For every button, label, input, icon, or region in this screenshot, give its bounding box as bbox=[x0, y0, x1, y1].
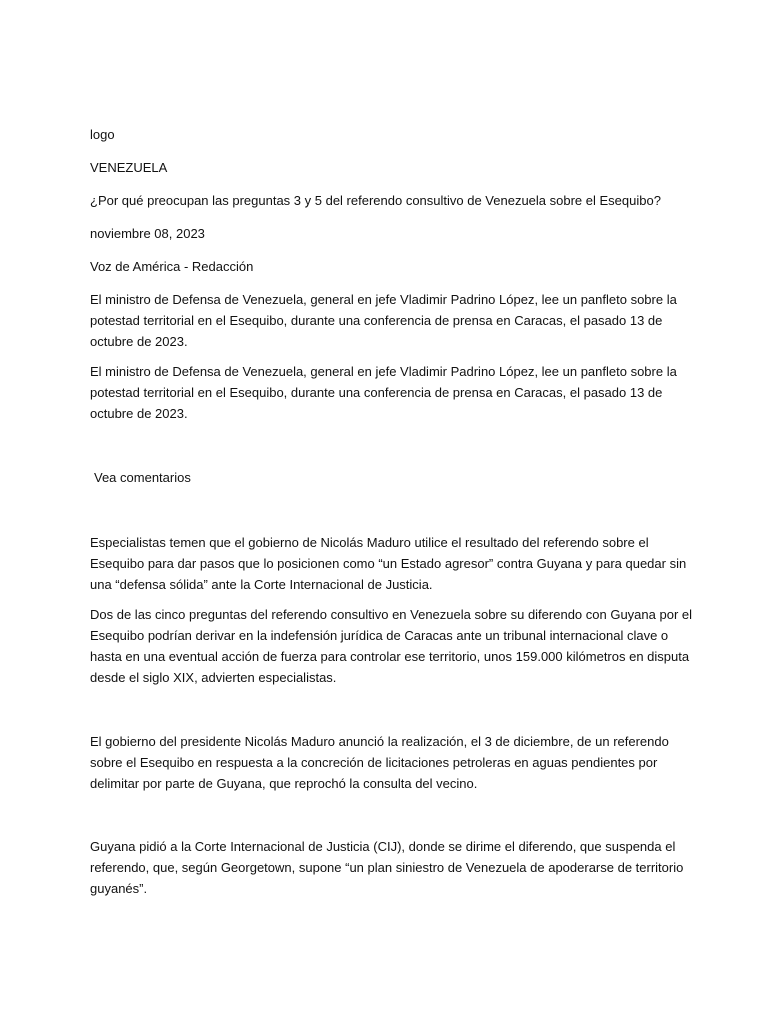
caption-line: El ministro de Defensa de Venezuela, general en jefe Vladimir Padrino López, lee un panfleto sobre la bbox=[90, 292, 677, 307]
body-paragraph bbox=[90, 532, 690, 595]
caption-line: El ministro de Defensa de Venezuela, general en jefe Vladimir Padrino López, lee un panfleto sobre la bbox=[90, 364, 677, 379]
caption-line: octubre de 2023. bbox=[90, 406, 188, 421]
caption-line: potestad territorial en el Esequibo, durante una conferencia de prensa en Caracas, el pasado 13 de bbox=[90, 313, 663, 328]
publish-date: noviembre 08, 2023 bbox=[90, 226, 205, 241]
caption-line: octubre de 2023. bbox=[90, 334, 188, 349]
paragraph-line: hasta en una eventual acción de fuerza para controlar ese territorio, unos 159.000 kilómetros en disputa bbox=[90, 649, 690, 664]
paragraph-line: desde el siglo XIX, advierten especialistas. bbox=[90, 670, 337, 685]
comments-link[interactable]: Vea comentarios bbox=[94, 470, 191, 485]
logo-placeholder: logo bbox=[90, 127, 115, 142]
photo-caption bbox=[90, 289, 690, 352]
section-label: VENEZUELA bbox=[90, 160, 168, 175]
paragraph-line: Esequibo para dar pasos que lo posicionen como “un Estado agresor” contra Guyana y para quedar sin bbox=[90, 556, 687, 571]
caption-line: potestad territorial en el Esequibo, durante una conferencia de prensa en Caracas, el pasado 13 de bbox=[90, 385, 663, 400]
paragraph-line: El gobierno del presidente Nicolás Maduro anunció la realización, el 3 de diciembre, de un referendo bbox=[90, 734, 669, 749]
paragraph-line: Dos de las cinco preguntas del referendo consultivo en Venezuela sobre su diferendo con Guyana por el bbox=[90, 607, 692, 622]
body-paragraph bbox=[90, 836, 690, 899]
paragraph-line: una “defensa sólida” ante la Corte Internacional de Justicia. bbox=[90, 577, 433, 592]
body-paragraph bbox=[90, 731, 690, 794]
photo-caption-repeat bbox=[90, 361, 690, 424]
paragraph-line: Esequibo podrían derivar en la indefensión jurídica de Caracas ante un tribunal internacional clave o bbox=[90, 628, 669, 643]
paragraph-line: referendo, que, según Georgetown, supone “un plan siniestro de Venezuela de apoderarse de territorio bbox=[90, 860, 684, 875]
paragraph-line: sobre el Esequibo en respuesta a la concreción de licitaciones petroleras en aguas pendientes por bbox=[90, 755, 658, 770]
paragraph-line: guyanés”. bbox=[90, 881, 148, 896]
headline: ¿Por qué preocupan las preguntas 3 y 5 del referendo consultivo de Venezuela sobre el Esequibo? bbox=[90, 193, 661, 208]
paragraph-line: Guyana pidió a la Corte Internacional de Justicia (CIJ), donde se dirime el diferendo, que suspenda el bbox=[90, 839, 676, 854]
paragraph-line: delimitar por parte de Guyana, que reprochó la consulta del vecino. bbox=[90, 776, 478, 791]
byline: Voz de América - Redacción bbox=[90, 259, 254, 274]
paragraph-line: Especialistas temen que el gobierno de Nicolás Maduro utilice el resultado del referendo sobre el bbox=[90, 535, 649, 550]
body-paragraph bbox=[90, 604, 690, 688]
